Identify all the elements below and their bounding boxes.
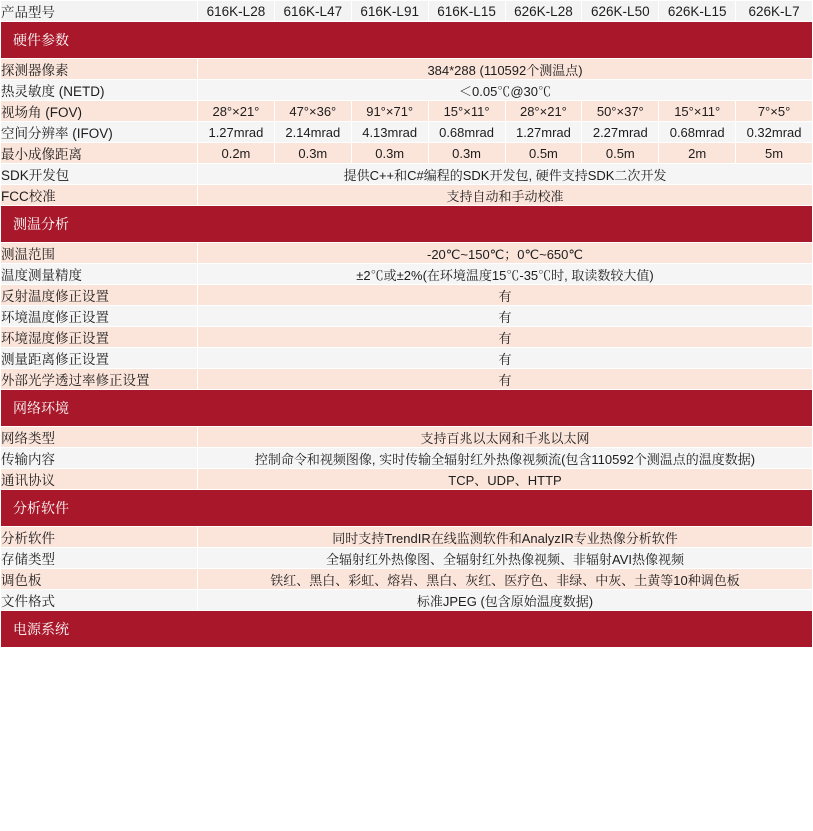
row-value-cell: 47°×36° — [274, 101, 351, 122]
row-value-cell: 4.13mrad — [351, 122, 428, 143]
row-value-cell: 15°×11° — [659, 101, 736, 122]
section-title: 电源系统 — [1, 611, 813, 648]
table-row — [1, 590, 813, 611]
row-value: ＜0.05℃@30℃ — [198, 80, 813, 101]
row-value: 同时支持TrendIR在线监测软件和AnalyzIR专业热像分析软件 — [198, 527, 813, 548]
row-value: 支持自动和手动校准 — [198, 185, 813, 206]
row-value-cell: 5m — [736, 143, 813, 164]
row-value-cell: 28°×21° — [198, 101, 275, 122]
row-label: 探测器像素 — [1, 59, 198, 80]
table-row — [1, 427, 813, 448]
row-value-cell: 0.68mrad — [659, 122, 736, 143]
table-row — [1, 164, 813, 185]
table-row — [1, 448, 813, 469]
row-label: FCC校准 — [1, 185, 198, 206]
row-label: 环境温度修正设置 — [1, 306, 198, 327]
row-value-cell: 1.27mrad — [505, 122, 582, 143]
row-value: 有 — [198, 369, 813, 390]
model-name: 616K-L28 — [198, 1, 275, 22]
row-label: 文件格式 — [1, 590, 198, 611]
table-row — [1, 548, 813, 569]
section-title: 测温分析 — [1, 206, 813, 243]
row-value-cell: 0.3m — [351, 143, 428, 164]
table-row — [1, 143, 813, 164]
row-value-cell: 0.68mrad — [428, 122, 505, 143]
model-header-row — [1, 1, 813, 22]
row-value-cell: 7°×5° — [736, 101, 813, 122]
row-value-cell: 0.3m — [274, 143, 351, 164]
row-value-cell: 0.3m — [428, 143, 505, 164]
row-label: 测温范围 — [1, 243, 198, 264]
model-name: 616K-L47 — [274, 1, 351, 22]
row-value-cell: 28°×21° — [505, 101, 582, 122]
table-row — [1, 306, 813, 327]
table-row — [1, 264, 813, 285]
table-body — [1, 1, 813, 648]
row-value-cell: 0.2m — [198, 143, 275, 164]
section-header-row — [1, 611, 813, 648]
row-value-cell: 50°×37° — [582, 101, 659, 122]
row-value: 有 — [198, 285, 813, 306]
section-header-row — [1, 390, 813, 427]
model-name: 616K-L91 — [351, 1, 428, 22]
model-name: 626K-L15 — [659, 1, 736, 22]
table-row — [1, 327, 813, 348]
row-value-cell: 15°×11° — [428, 101, 505, 122]
row-label: 网络类型 — [1, 427, 198, 448]
model-name: 626K-L28 — [505, 1, 582, 22]
table-row — [1, 369, 813, 390]
row-value-cell: 0.5m — [505, 143, 582, 164]
table-row — [1, 285, 813, 306]
row-label: 视场角 (FOV) — [1, 101, 198, 122]
row-label: SDK开发包 — [1, 164, 198, 185]
section-header-row — [1, 206, 813, 243]
row-value-cell: 2.14mrad — [274, 122, 351, 143]
row-label: 通讯协议 — [1, 469, 198, 490]
row-value-cell: 2.27mrad — [582, 122, 659, 143]
row-value: 有 — [198, 327, 813, 348]
table-row — [1, 122, 813, 143]
table-row — [1, 348, 813, 369]
section-title: 分析软件 — [1, 490, 813, 527]
row-label: 外部光学透过率修正设置 — [1, 369, 198, 390]
row-value: 控制命令和视频图像, 实时传输全辐射红外热像视频流(包含110592个测温点的温度数据) — [198, 448, 813, 469]
row-value-cell: 0.5m — [582, 143, 659, 164]
model-name: 626K-L7 — [736, 1, 813, 22]
row-label: 调色板 — [1, 569, 198, 590]
row-value-cell: 1.27mrad — [198, 122, 275, 143]
row-label: 分析软件 — [1, 527, 198, 548]
row-label: 最小成像距离 — [1, 143, 198, 164]
row-value-cell: 0.32mrad — [736, 122, 813, 143]
row-value: 有 — [198, 306, 813, 327]
section-title: 硬件参数 — [1, 22, 813, 59]
row-label: 温度测量精度 — [1, 264, 198, 285]
table-row — [1, 469, 813, 490]
row-value: 标准JPEG (包含原始温度数据) — [198, 590, 813, 611]
row-value: 384*288 (110592个测温点) — [198, 59, 813, 80]
section-header-row — [1, 490, 813, 527]
section-header-row — [1, 22, 813, 59]
row-value: ±2℃或±2%(在环境温度15℃-35℃时, 取读数较大值) — [198, 264, 813, 285]
row-value: 支持百兆以太网和千兆以太网 — [198, 427, 813, 448]
section-title: 网络环境 — [1, 390, 813, 427]
row-value: 有 — [198, 348, 813, 369]
table-row — [1, 59, 813, 80]
model-name: 616K-L15 — [428, 1, 505, 22]
table-row — [1, 101, 813, 122]
row-value: 铁红、黑白、彩虹、熔岩、黑白、灰红、医疗色、非绿、中灰、土黄等10种调色板 — [198, 569, 813, 590]
row-value-cell: 91°×71° — [351, 101, 428, 122]
row-label: 存储类型 — [1, 548, 198, 569]
row-label: 环境湿度修正设置 — [1, 327, 198, 348]
row-label: 反射温度修正设置 — [1, 285, 198, 306]
table-row — [1, 243, 813, 264]
row-label: 热灵敏度 (NETD) — [1, 80, 198, 101]
row-label: 传输内容 — [1, 448, 198, 469]
row-value: TCP、UDP、HTTP — [198, 469, 813, 490]
row-label: 产品型号 — [1, 1, 198, 22]
table-row — [1, 569, 813, 590]
model-name: 626K-L50 — [582, 1, 659, 22]
row-value: 提供C++和C#编程的SDK开发包, 硬件支持SDK二次开发 — [198, 164, 813, 185]
row-value-cell: 2m — [659, 143, 736, 164]
table-row — [1, 80, 813, 101]
table-row — [1, 527, 813, 548]
row-label: 测量距离修正设置 — [1, 348, 198, 369]
row-value: -20℃~150℃；0℃~650℃ — [198, 243, 813, 264]
row-value: 全辐射红外热像图、全辐射红外热像视频、非辐射AVI热像视频 — [198, 548, 813, 569]
row-label: 空间分辨率 (IFOV) — [1, 122, 198, 143]
table-row — [1, 185, 813, 206]
